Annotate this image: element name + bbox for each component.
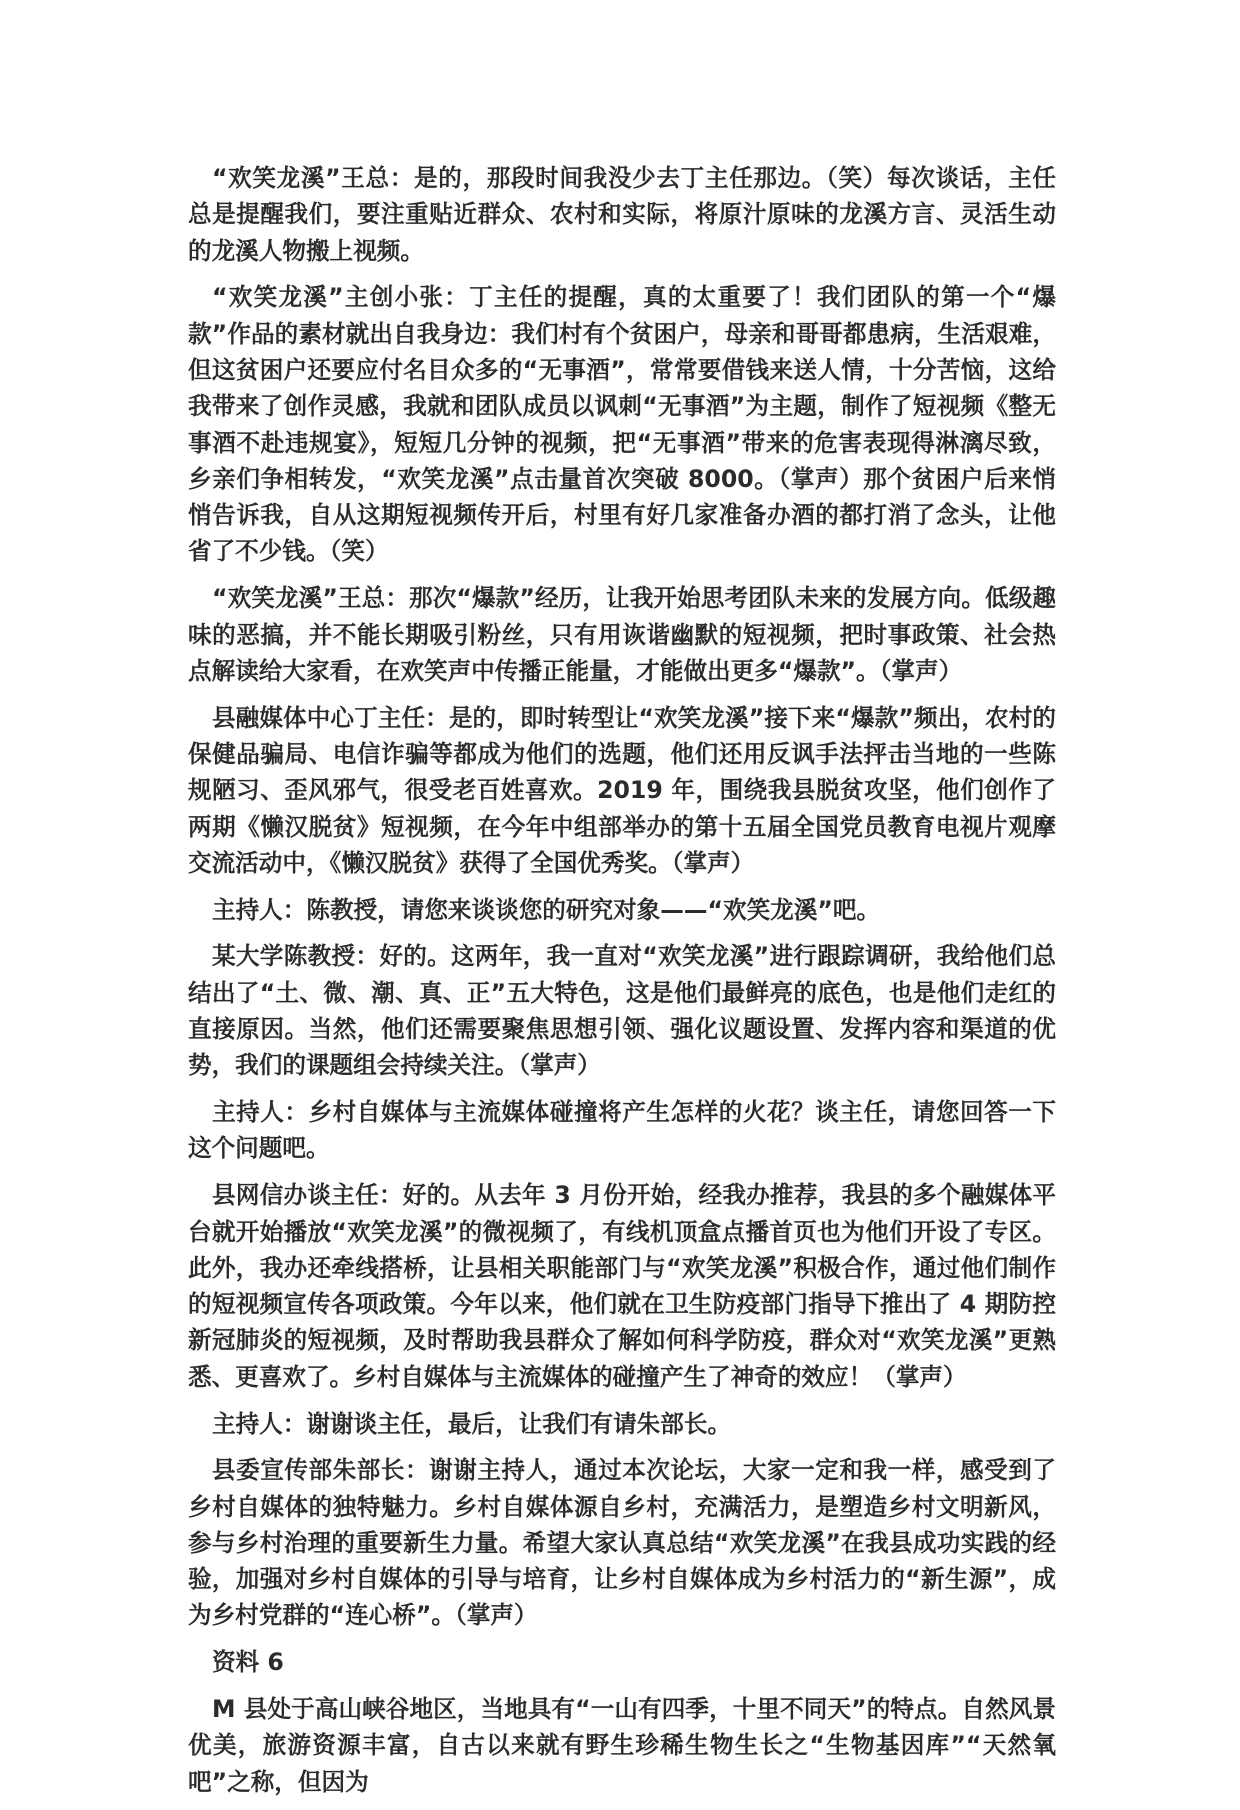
paragraph-host-3: 主持人：谢谢谈主任，最后，让我们有请朱部长。 <box>212 1409 732 1438</box>
paragraph-zhang: “欢笑龙溪”主创小张：丁主任的提醒，真的太重要了！我们团队的第一个“爆款”作品的素材就出自我身边：我们村有个贫困户，母亲和哥哥都患病，生活艰难，但这贫困户还要应付名目众多的“无事酒”，常常要借钱来送人情，十分苦恼，这给我带来了创作灵感，我就和团队成员以讽刺“无事酒”为主题，制作了短视频《整无事酒不赴违规宴》，短短几分钟的视频，把“无事酒”带来的危害表现得淋漓尽致，乡亲们争相转发，“欢笑龙溪”点击量首次突破 8000。（掌声）那个贫困户后来悄悄告诉我，自从这期短视频传开后，村里有好几家准备办酒的都打消了念头，让他省了不少钱。（笑） <box>188 283 1056 566</box>
paragraph-host-2: 主持人：乡村自媒体与主流媒体碰撞将产生怎样的火花？谈主任，请您回答一下这个问题吧。 <box>188 1098 1056 1163</box>
paragraph-zhu: 县委宣传部朱部长：谢谢主持人，通过本次论坛，大家一定和我一样，感受到了乡村自媒体的独特魅力。乡村自媒体源自乡村，充满活力，是塑造乡村文明新风，参与乡村治理的重要新生力量。希望大家认真总结“欢笑龙溪”在我县成功实践的经验，加强对乡村自媒体的引导与培育，让乡村自媒体成为乡村活力的“新生源”，成为乡村党群的“连心桥”。（掌声） <box>188 1456 1056 1630</box>
paragraph-material-6: M 县处于高山峡谷地区，当地具有“一山有四季，十里不同天”的特点。自然风景优美，旅游资源丰富，自古以来就有野生珍稀生物生长之“生物基因库”“天然氧吧”之称，但因为 <box>188 1695 1056 1796</box>
paragraph-wang-1: “欢笑龙溪”王总：是的，那段时间我没少去丁主任那边。（笑）每次谈话，主任总是提醒我们，要注重贴近群众、农村和实际，将原汁原味的龙溪方言、灵活生动的龙溪人物搬上视频。 <box>188 164 1056 265</box>
paragraph-ding: 县融媒体中心丁主任：是的，即时转型让“欢笑龙溪”接下来“爆款”频出，农村的保健品骗局、电信诈骗等都成为他们的选题，他们还用反讽手法抨击当地的一些陈规陋习、歪风邪气，很受老百姓喜欢。2019 年，围绕我县脱贫攻坚，他们创作了两期《懒汉脱贫》短视频，在今年中组部举办的第十五届全国党员教育电视片观摩交流活动中，《懒汉脱贫》获得了全国优秀奖。（掌声） <box>188 703 1056 877</box>
paragraph-chen: 某大学陈教授：好的。这两年，我一直对“欢笑龙溪”进行跟踪调研，我给他们总结出了“土、微、潮、真、正”五大特色，这是他们最鲜亮的底色，也是他们走红的直接原因。当然，他们还需要聚焦思想引领、强化议题设置、发挥内容和渠道的优势，我们的课题组会持续关注。（掌声） <box>188 942 1056 1080</box>
paragraph-host-1: 主持人：陈教授，请您来谈谈您的研究对象——“欢笑龙溪”吧。 <box>212 895 881 924</box>
document-page <box>188 160 1056 1810</box>
section-heading: 资料 6 <box>212 1648 284 1677</box>
paragraph-wang-2: “欢笑龙溪”王总：那次“爆款”经历，让我开始思考团队未来的发展方向。低级趣味的恶搞，并不能长期吸引粉丝，只有用诙谐幽默的短视频，把时事政策、社会热点解读给大家看，在欢笑声中传播正能量，才能做出更多“爆款”。（掌声） <box>188 584 1056 685</box>
paragraph-tan: 县网信办谈主任：好的。从去年 3 月份开始，经我办推荐，我县的多个融媒体平台就开始播放“欢笑龙溪”的微视频了，有线机顶盒点播首页也为他们开设了专区。此外，我办还牵线搭桥，让县相关职能部门与“欢笑龙溪”积极合作，通过他们制作的短视频宣传各项政策。今年以来，他们就在卫生防疫部门指导下推出了 4 期防控新冠肺炎的短视频，及时帮助我县群众了解如何科学防疫，群众对“欢笑龙溪”更熟悉、更喜欢了。乡村自媒体与主流媒体的碰撞产生了神奇的效应！（掌声） <box>188 1181 1056 1391</box>
